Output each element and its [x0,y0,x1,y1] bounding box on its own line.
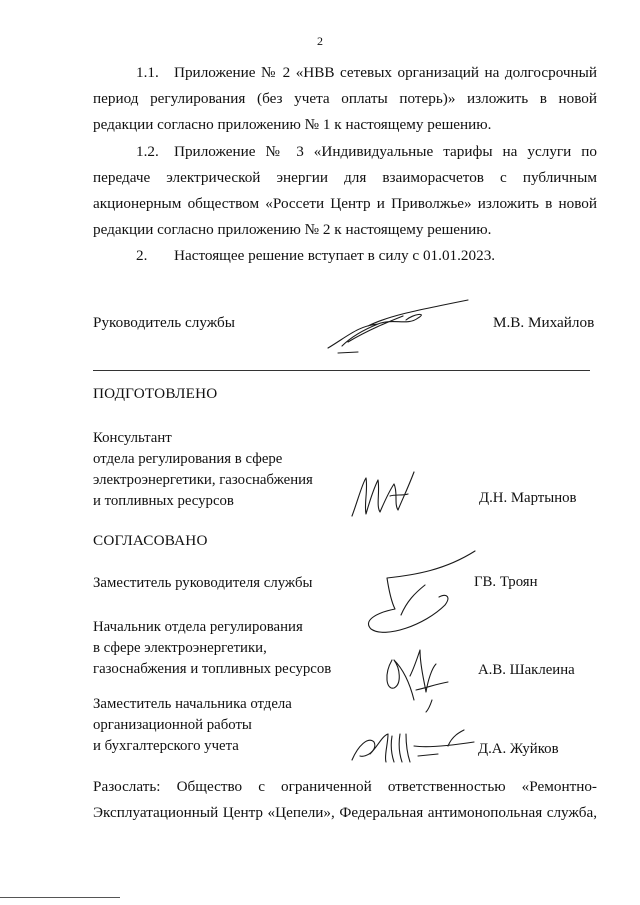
prepared-name: Д.Н. Мартынов [479,490,577,506]
agreed-name-3: Д.А. Жуйков [478,741,559,757]
item-1-2-line-3: акционерным обществом «Россети Центр и Приволжье» изложить в новой [93,195,597,212]
agreed-position-2: Начальник отдела регулирования в сфере электроэнергетики, газоснабжения и топливных ресурсов [93,619,332,677]
head-name: М.В. Михайлов [493,314,595,331]
prepared-signature [350,470,420,520]
item-1-1 [93,60,597,138]
distribution-line-2: Эксплуатационный Центр «Цепели», Федеральная антимонопольная служба, [93,804,597,821]
head-signature [318,296,473,356]
agreed-signature-1 [355,545,485,640]
item-2-number: 2. [136,247,148,264]
agreed-name-1: ГВ. Троян [474,574,538,590]
page-number: 2 [317,34,323,48]
item-1-2 [93,139,597,243]
agreed-position-3: Заместитель начальника отдела организационной работы и бухгалтерского учета [93,696,292,754]
item-1-1-line-1: 1.1. Приложение № 2 «НВВ сетевых организаций на долгосрочный [93,60,597,86]
item-1-2-line-1: 1.2. Приложение № 3 «Индивидуальные тарифы на услуги по [93,139,597,165]
distribution-line-1: Разослать: Общество с ограниченной ответственностью «Ремонтно- [93,778,597,795]
agreed-signature-2 [380,640,460,710]
head-position: Руководитель службы [93,314,235,331]
item-1-2-number: 1.2. [136,143,159,160]
footer-rule [0,897,120,898]
item-1-2-line-2: передаче электрической энергии для взаиморасчетов с публичным [93,169,597,186]
item-2-line: 2. Настоящее решение вступает в силу с 01.01.2023. [93,243,597,269]
distribution [93,774,597,826]
prepared-heading: ПОДГОТОВЛЕНО [93,385,218,402]
agreed-position-1: Заместитель руководителя службы [93,575,313,591]
separator-line [93,370,590,371]
agreed-signature-3 [348,726,478,768]
item-1-1-line-3: редакции согласно приложению № 1 к настоящему решению. [93,116,492,133]
agreed-name-2: А.В. Шаклеина [478,662,575,678]
item-1-1-line-2: период регулирования (без учета оплаты потерь)» изложить в новой [93,90,597,107]
item-1-2-line-4: редакции согласно приложению № 2 к настоящему решению. [93,221,492,238]
item-2 [93,243,597,269]
prepared-position: Консультант отдела регулирования в сфере электроэнергетики, газоснабжения и топливных ресурсов [93,430,313,509]
item-1-1-number: 1.1. [136,64,159,81]
agreed-heading: СОГЛАСОВАНО [93,532,208,549]
